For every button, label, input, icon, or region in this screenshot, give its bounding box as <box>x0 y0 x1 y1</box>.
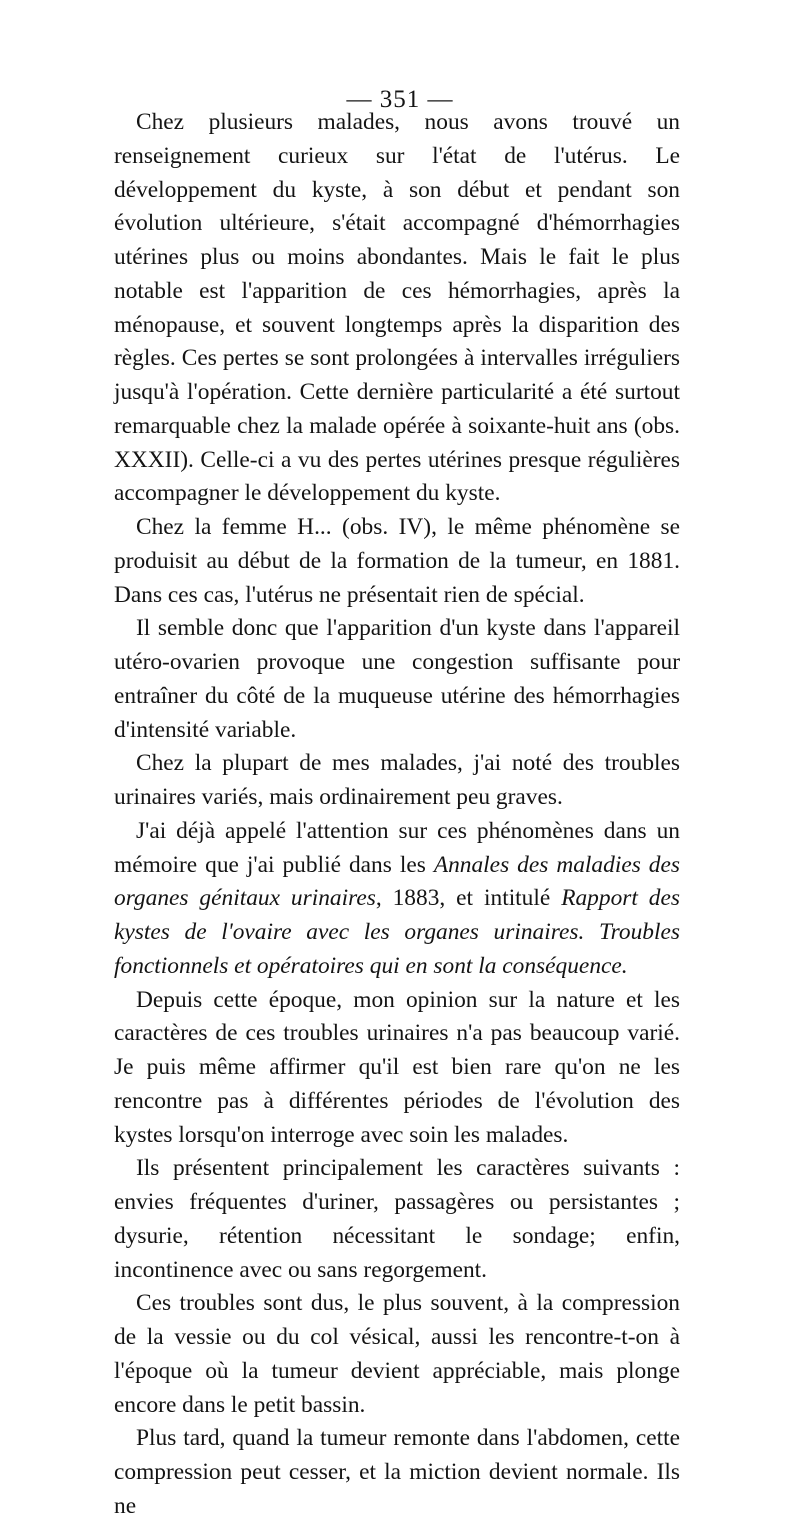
paragraph <box>114 106 680 511</box>
text-run: Chez plusieurs malades, nous avons trouvé un renseignement curieux sur l'état de l'utérus. Le développement du kyste, à son début et pendant son évolution ultérieure, s'était accompagné d'hémorrhagies utérines plus ou moins abondantes. Mais le fait le plus notable est l'apparition de ces hémorrhagies, après la ménopause, et souvent longtemps après la disparition des règles. Ces pertes se sont prolongées à intervalles irréguliers jusqu'à l'opération. Cette dernière particularité a été surtout remarquable chez la malade opérée à soixante-huit ans (obs. XXXII). Celle-ci a vu des pertes utérines presque régulières accompagner le développement du kyste. <box>114 109 680 507</box>
text-run: Chez la plupart de mes malades, j'ai noté des troubles urinaires variés, mais ordinairement peu graves. <box>114 750 680 810</box>
text-run: J'ai déjà appelé l'attention sur ces phénomènes dans un mémoire que j'ai publié dans les <box>114 817 680 878</box>
paragraph <box>114 815 680 984</box>
paragraph <box>114 1287 680 1422</box>
text-run: Plus tard, quand la tumeur remonte dans l'abdomen, cette compression peut cesser, et la miction devient normale. Ils ne <box>114 1425 680 1519</box>
text-run: , 1883, et intitulé <box>375 885 562 912</box>
text-run: Ces troubles sont dus, le plus souvent, à la compression de la vessie ou du col vésical, aussi les rencontre-t-on à l'époque où la tumeur devient appréciable, mais plonge encore dans le petit bassin. <box>114 1290 680 1418</box>
text-run: Ils présentent principalement les caractères suivants : envies fréquentes d'uriner, passagères ou persistantes ; dysurie, rétention nécessitant le sondage; enfin, incontinence avec ou sans regorgement. <box>114 1155 680 1283</box>
italic-text-run: Annales des maladies des organes génitaux urinaires <box>114 851 680 912</box>
paragraph <box>114 612 680 747</box>
text-run: Chez la femme H... (obs. IV), le même phénomène se produisit au début de la formation de la tumeur, en 1881. Dans ces cas, l'utérus ne présentait rien de spécial. <box>114 514 680 608</box>
paragraph <box>114 984 680 1153</box>
paragraph <box>114 747 680 815</box>
paragraph <box>114 1422 680 1523</box>
paragraph <box>114 511 680 612</box>
italic-text-run: Rapport des kystes de l'ovaire avec les organes urinaires. Troubles fonctionnels et opératoires qui en sont la conséquence. <box>114 885 680 979</box>
body-text <box>114 106 680 1524</box>
page-number: — 351 — <box>346 86 454 113</box>
text-run: Il semble donc que l'apparition d'un kyste dans l'appareil utéro-ovarien provoque une congestion suffisante pour entraîner du côté de la muqueuse utérine des hémorrhagies d'intensité variable. <box>114 615 680 743</box>
text-run: Depuis cette époque, mon opinion sur la nature et les caractères de ces troubles urinaires n'a pas beaucoup varié. Je puis même affirmer qu'il est bien rare qu'on ne les rencontre pas à différentes périodes de l'évolution des kystes lorsqu'on interroge avec soin les malades. <box>114 986 680 1148</box>
paragraph <box>114 1152 680 1287</box>
